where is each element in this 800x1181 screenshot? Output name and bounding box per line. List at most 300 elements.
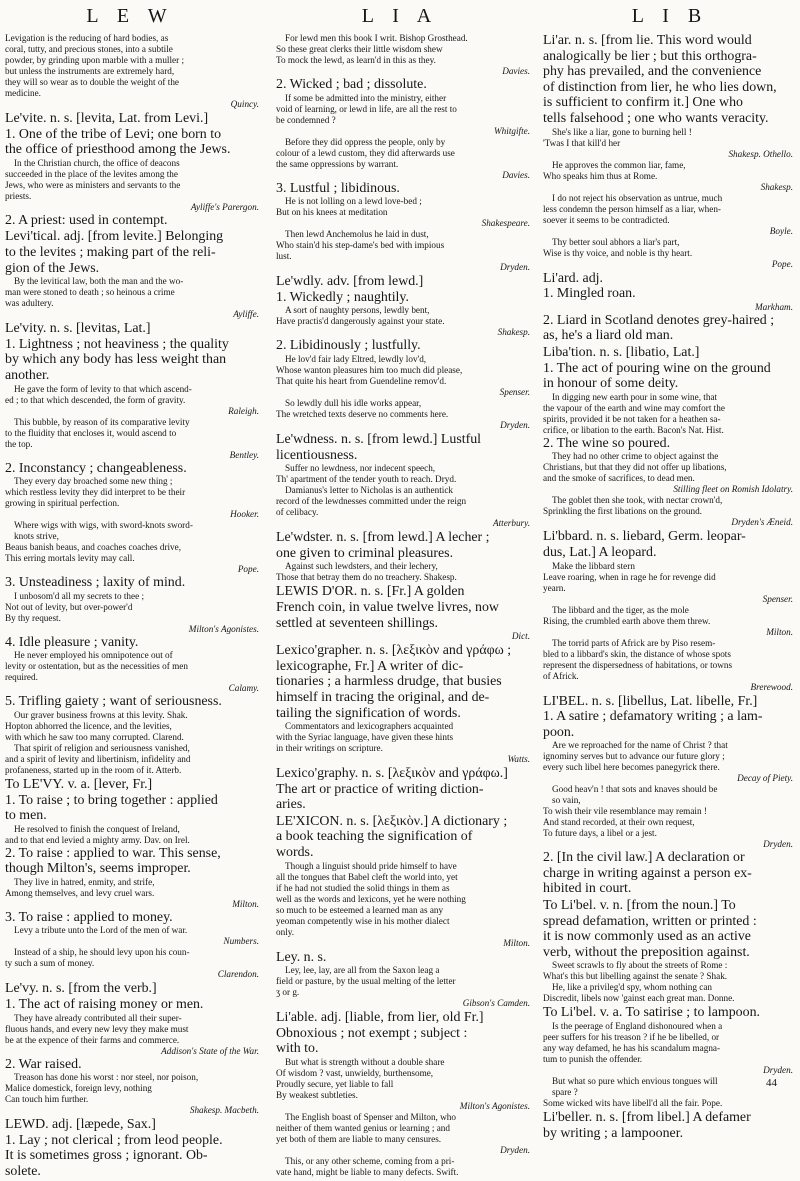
entry-definition-line: Levi'tical. adj. [from levite.] Belonging [5,229,224,245]
citation-source: Dryden. [500,419,530,430]
quotation-line: field or pasture, by the usual melting of the letter [276,976,456,987]
entry-definition-line: Le'wdly. adv. [from lewd.] [276,274,424,290]
entry-definition-line: Ley. n. s. [276,949,327,965]
quotation-line: This bubble, by reason of its comparative levity [14,416,190,427]
quotation-line: Good heav'n ! that sots and knaves should be [552,784,718,795]
quotation-line: This, or any other scheme, coming from a pri- [285,1156,455,1167]
citation-source: Shakesp. [497,327,530,338]
dictionary-entry [543,694,797,898]
entry-definition-line: another. [5,367,50,383]
quotation-line: yearn. [543,582,566,593]
entry-definition-line: settled at seventeen shillings. [276,615,439,631]
quotation-line: They every day broached some new thing ; [14,476,173,487]
entry-definition-line: in honour of some deity. [543,376,679,392]
entry-definition-line: 3. Lustful ; libidinous. [276,180,400,196]
quotation-line: Rising, the crumbled earth above them threw. [543,615,711,626]
quotation-line: medicine. [5,88,41,98]
quotation-line: The goblet then she took, with nectar crown'd, [552,495,723,506]
citation-source: Davies. [502,66,530,76]
quotation-line: ʒ or g. [276,987,300,998]
entry-definition-line: solete. [5,1164,41,1180]
citation-source: Spenser. [762,593,793,604]
citation-source: Dict. [511,631,530,642]
entry-definition-line: 1. Wickedly ; naughtily. [276,289,409,305]
entry-definition-line: to men. [5,808,47,824]
citation-source: Brerewood. [750,681,793,692]
entry-definition-line: Le'vity. n. s. [levitas, Lat.] [5,321,151,337]
entry-definition-line: words. [276,845,314,861]
running-head-right: L I B [631,5,709,27]
dictionary-entry [543,898,797,1004]
quotation-line: profaneness, started up in the room of it. Atterb. [5,764,182,775]
entry-definition-line: Lexico'grapher. n. s. [λεξικὸν and γράφω ; [276,643,512,659]
quotation-line: be at the expence of their farms and commerce. [5,1034,180,1045]
dictionary-entry [276,584,534,642]
entry-definition-line: hibited in court. [543,881,632,897]
entry-definition-line: 2. To raise : applied to war. This sense, [5,845,221,861]
quotation-line: but unless the instruments are extremely hard, [5,66,175,76]
column-right [543,33,797,1142]
entry-definition-line: It is sometimes gross ; ignorant. Ob- [5,1148,208,1164]
citation-source: Numbers. [223,936,259,947]
entry-definition-line: phy has prevailed, and the convenience [543,64,762,80]
entry-definition-line: Li'bbard. n. s. liebard, Germ. leopar- [543,529,746,545]
citation-source: Milton. [503,937,530,948]
quotation-line: Where wigs with wigs, with sword-knots sword- [14,520,193,531]
quotation-line: with the Syriac language, have given these hints [276,732,454,743]
dictionary-entry [276,1010,534,1178]
dictionary-entry [276,530,534,583]
citation-source: Spenser. [499,386,530,397]
quotation-line: ty such a sum of money. [5,958,95,969]
quotation-line: the same oppressions by warrant. [276,158,399,169]
entry-definition-line: 2. Libidinously ; lustfully. [276,338,421,354]
quotation-line: yeoman competently wise in his mother dialect [276,915,450,926]
quotation-line: Our graver business frowns at this levity. Shak. [14,709,188,720]
quotation-line: By the levitical law, both the man and the wo- [14,276,184,287]
quotation-line: What's this but libelling against the senate ? Shak. [543,971,728,982]
quotation-line: Christians, but that they did not offer up libations, [543,462,727,473]
quotation-line: the vapour of the earth and wine may comfort the [543,402,725,413]
dictionary-entry [543,33,797,270]
dictionary-entry [276,643,534,765]
citation-source: Decay of Piety. [737,773,793,784]
quotation-line: vate hand, might be liable to many defects. Swift. [276,1167,459,1178]
citation-source: Markham. [754,301,793,312]
entry-definition-line: Li'able. adj. [liable, from lier, old Fr.] [276,1010,484,1026]
entry-definition-line: by writing ; a lampooner. [543,1125,684,1141]
dictionary-entry [543,529,797,692]
citation-source: Clarendon. [217,969,259,980]
quotation-line: succeeded in the place of the levites among the [5,168,178,179]
entry-definition-line: Le'wdster. n. s. [from lewd.] A lecher ; [276,530,490,546]
quotation-line: He lov'd fair lady Eltred, lewdly lov'd, [285,353,427,364]
quotation-line: less condemn the person himself as a liar, when- [543,203,721,214]
citation-source: Milton's Agonistes. [459,1101,530,1112]
entry-definition-line: The art or practice of writing diction- [276,781,484,797]
quotation-line: any way defamed, he has his scandalum magna- [543,1043,721,1054]
quotation-line: In digging new earth pour in some wine, that [552,391,718,402]
quotation-line: To mock the lewd, as learn'd in this as they. [276,55,436,65]
quotation-line: man were stoned to death ; so heinous a crime [5,287,175,298]
entry-definition-line: licentiousness. [276,447,358,463]
quotation-line: Jews, who were as ministers and servants to the [5,179,181,190]
page-number: 44 [766,1077,777,1089]
quotation-line: the top. [5,438,33,449]
quotation-line: ignominy serves but to advance our future glory ; [543,751,725,762]
quotation-line: He is not lolling on a lewd love-bed ; [285,196,422,207]
citation-source: Calamy. [228,683,259,694]
quotation-line: In the Christian church, the office of deacons [14,157,180,168]
quotation-line: coral, tutty, and precious stones, into a subtile [5,44,173,54]
citation-source: Shakesp. [760,181,793,192]
dictionary-entry [5,1117,263,1179]
quotation-line: ed ; to that which descended, the form of gravity. [5,394,186,405]
quotation-line: Then lewd Anchemolus he laid in dust, [285,229,429,240]
quotation-line: yet both of them are liable to many censures. [276,1134,442,1145]
quotation-line: Among themselves, and levy cruel wars. [5,887,155,898]
citation-source: Addison's State of the War. [161,1045,259,1056]
quotation-line: Not out of levity, but over-power'd [5,601,133,612]
entry-definition-line: LI'BEL. n. s. [libellus, Lat. libelle, Fr.] [543,693,758,709]
entry-definition-line: analogically be lier ; but this orthogra- [543,48,757,64]
dictionary-entry [543,271,797,344]
quotation-line: priests. [5,190,32,201]
quotation-line: spirits, provided it be not taken for a heathen sa- [543,413,721,424]
citation-source: Pope. [771,258,793,269]
quotation-line: Malice domestick, foreign levy, nothing [5,1083,152,1094]
quotation-line: so vain, [552,795,581,806]
quotation-line: Beaus banish beaus, and coaches coaches drive, [5,542,182,553]
quotation-line: To wish their vile resemblance may remain ! [543,806,707,817]
quotation-line: He never employed his omnipotence out of [14,650,173,661]
running-heads [0,4,800,28]
entry-definition-line: 1. To raise ; to bring together : applied [5,792,218,808]
quotation-line: lust. [276,251,292,262]
quotation-line: The English boast of Spenser and Milton, who [285,1112,456,1123]
entry-definition-line: as, he's a liard old man. [543,328,674,344]
citation-source: Atterbury. [492,518,530,529]
quotation-line: crifice, or libation to the earth. Bacon's Nat. Hist. [543,424,724,435]
column-middle [276,33,534,1179]
entry-definition-line: 1. Lightness ; not heaviness ; the quality [5,336,229,352]
entry-definition-line: To Li'bel. v. n. [from the noun.] To [543,898,736,914]
citation-source: Dryden. [763,839,793,850]
quotation-line: peer suffers for his treason ? if he be libelled, or [543,1032,720,1043]
citation-source: Pope. [237,564,259,575]
entry-definition-line: himself in tracing the original, and de- [276,689,490,705]
entry-definition-line: 5. Trifling gaiety ; want of seriousness. [5,694,222,710]
entry-definition-line: with to. [276,1041,319,1057]
quotation-line: neither of them wanted genius or learning ; and [276,1123,450,1134]
entry-definition-line: Lexico'graphy. n. s. [λεξικὸν and γράφω.] [276,766,508,782]
quotation-line: was adultery. [5,298,54,309]
citation-source: Hooker. [230,509,259,520]
dictionary-entry [276,33,534,273]
entry-definition-line: 1. The act of pouring wine on the ground [543,360,771,376]
dictionary-entry [543,345,797,528]
quotation-line: That quite his heart from Guendeline remov'd. [276,375,447,386]
quotation-line: They had no other crime to object against the [552,451,719,462]
citation-source: Milton's Agonistes. [188,623,259,634]
quotation-line: Whose wanton pleasures him too much did please, [276,364,463,375]
entry-definition-line: 1. The act of raising money or men. [5,997,204,1013]
quotation-line: Ley, lee, lay, are all from the Saxon leag a [285,965,440,976]
citation-source: Milton. [232,898,259,909]
citation-source: Boyle. [769,225,793,236]
quotation-line: Who speaks him thus at Rome. [543,170,658,181]
citation-source: Dryden's Æneid. [731,517,793,528]
quotation-line: all the tongues that Babel cleft the world into, yet [276,871,458,882]
entry-definition-line: is sufficient to confirm it.] One who [543,95,743,111]
quotation-line: growing in spiritual perfection. [5,498,120,509]
quotation-line: He approves the common liar, fame, [552,159,686,170]
citation-source: Ayliffe's Parergon. [190,201,259,212]
entry-definition-line: charge in writing against a person ex- [543,865,752,881]
entry-definition-line: Li'ar. n. s. [from lie. This word would [543,33,752,48]
entry-definition-line: To LE'VY. v. a. [lever, Fr.] [5,776,153,792]
entry-definition-line: aries. [276,797,306,813]
citation-source: Dryden. [763,1065,793,1076]
quotation-line: He gave the form of levity to that which ascend- [14,383,192,394]
entry-definition-line: Liba'tion. n. s. [libatio, Lat.] [543,344,700,360]
entry-definition-line: 2. The wine so poured. [543,435,671,451]
dictionary-entry [276,766,534,813]
quotation-line: The libbard and the tiger, as the mole [552,604,689,615]
dictionary-entry [276,814,534,949]
quotation-line: be condemned ? [276,114,336,125]
citation-source: Quincy. [230,99,259,109]
dictionary-entry [5,777,263,981]
dictionary-entry [543,1110,797,1141]
quotation-line: They have already contributed all their super- [14,1012,182,1023]
entry-definition-line: 4. Idle pleasure ; vanity. [5,634,139,650]
entry-definition-line: Le'vy. n. s. [from the verb.] [5,981,157,997]
quotation-line: But on his knees at meditation [276,207,388,218]
entry-definition-line: a book teaching the signification of [276,829,473,845]
citation-source: Ayliffe. [233,309,259,320]
quotation-line: That spirit of religion and seriousness vanished, [14,742,190,753]
entry-definition-line: it is now commonly used as an active [543,929,751,945]
quotation-line: Thy better soul abhors a liar's part, [552,236,680,247]
entry-definition-line: gion of the Jews. [5,260,100,276]
quotation-line: so much to be esteemed a learned man as any [276,904,444,915]
entry-definition-line: lexicographe, Fr.] A writer of dic- [276,658,464,674]
quotation-line: By weakest subtleties. [276,1090,358,1101]
quotation-line: For lewd men this book I writ. Bishop Grosthead. [285,33,468,43]
entry-definition-line: 1. Lay ; not clerical ; from leod people. [5,1132,223,1148]
quotation-line: Who stain'd his step-dame's bed with impious [276,240,445,251]
citation-source: Shakespeare. [481,218,530,229]
quotation-line: I do not reject his observation as untrue, much [552,192,723,203]
quotation-line: powder, by grinding upon marble with a muller ; [5,55,185,65]
quotation-line: Instead of a ship, he should levy upon his coun- [14,947,190,958]
entry-definition-line: 2. Inconstancy ; changeableness. [5,460,187,476]
quotation-line: bled to a libbard's skin, the distance of whose spots [543,648,731,659]
quotation-line: Of wisdom ? vast, unwieldy, burthensome, [276,1068,434,1079]
entry-definition-line: LEWD. adj. [læpede, Sax.] [5,1117,156,1133]
dictionary-entry [5,111,263,228]
quotation-line: if he had not studied the solid things in them as [276,882,450,893]
running-head-center: L I A [361,5,439,27]
quotation-line: By thy request. [5,612,61,623]
quotation-line: Commentators and lexicographers acquainted [285,721,454,732]
quotation-line: But what so pure which envious tongues will [552,1076,718,1087]
entry-definition-line: poon. [543,724,575,740]
entry-definition-line: to the levites ; making part of the reli- [5,244,216,260]
citation-source: Raleigh. [228,405,259,416]
quotation-line: The torrid parts of Africk are by Piso resem- [552,637,716,648]
dictionary-entry [543,1005,797,1109]
entry-definition-line: one given to criminal pleasures. [276,545,454,561]
quotation-line: Leave roaring, when in rage he for revenge did [543,571,716,582]
citation-source: Watts. [507,754,530,765]
quotation-line: and the smoke of sacrifices, to dead men. [543,473,695,484]
dictionary-entry [5,229,263,320]
quotation-line: Are we reproached for the name of Christ ? that [552,740,728,751]
quotation-line: Can touch him further. [5,1094,89,1105]
entry-definition-line: by which any body has less weight than [5,352,227,368]
quotation-line: A sort of naughty persons, lewdly bent, [285,305,430,316]
entry-definition-line: 3. To raise : applied to money. [5,909,173,925]
quotation-line: represent the dispersedness of habitations, or towns [543,659,733,670]
citation-source: Shakesp. Macbeth. [189,1105,259,1116]
quotation-line: Hopton abhorred the licence, and the levities, [5,720,172,731]
entry-definition-line: 2. A priest: used in contempt. [5,212,168,228]
quotation-line: they will so wear as to double the weight of the [5,77,180,87]
quotation-line: Make the libbard stern [552,560,635,571]
quotation-line: Sprinkling the first libations on the ground. [543,506,702,517]
quotation-line: levity or ostentation, but as the necessities of men [5,661,188,672]
quotation-line: Discredit, libels now 'gainst each great man. Donne. [543,993,735,1004]
entry-definition-line: 2. [In the civil law.] A declaration or [543,850,745,866]
quotation-line: If some be admitted into the ministry, either [285,92,447,103]
entry-definition-line: To Li'bel. v. a. To satirise ; to lampoon. [543,1005,760,1021]
running-head-left: L E W [86,5,174,27]
column-left [5,33,263,1181]
citation-source: Stilling fleet on Romish Idolatry. [673,484,793,495]
quotation-line: Proudly secure, yet liable to fall [276,1079,394,1090]
entry-definition-line: French coin, in value twelve livres, now [276,599,499,615]
entry-definition-line: of distinction from lier, he who lies down, [543,79,777,95]
citation-source: Dryden. [500,262,530,273]
entry-definition-line: Obnoxious ; not exempt ; subject : [276,1025,468,1041]
quotation-line: fluous hands, and every new levy they make must [5,1023,189,1034]
dictionary-entry [276,274,534,431]
quotation-line: They live in hatred, enmity, and strife, [14,876,155,887]
quotation-line: Suffer no lewdness, nor indecent speech, [285,463,436,474]
quotation-line: tum to punish the offender. [543,1054,643,1065]
quotation-line: Those that betray them do no treachery. Shakesp. [276,572,457,583]
quotation-line: So lewdly dull his idle works appear, [285,397,422,408]
quotation-line: Is the peerage of England dishonoured when a [552,1021,723,1032]
entry-definition-line: Le'wdness. n. s. [from lewd.] Lustful [276,431,482,447]
quotation-line: Sweet scrawls to fly about the streets of Rome : [552,960,728,971]
quotation-line: I unbosom'd all my secrets to thee ; [14,590,144,601]
quotation-line: knots strive, [14,531,59,542]
quotation-line: and a spirit of levity and libertinism, infidelity and [5,753,191,764]
quotation-line: to the fluidity that encloses it, would ascend to [5,427,177,438]
entry-definition-line: Li'beller. n. s. [from libel.] A defamer [543,1110,751,1126]
quotation-line: well as the words and lexicons, yet he were nothing [276,893,466,904]
quotation-line: Have practis'd dangerously against your state. [276,316,445,327]
quotation-line: She's like a liar, gone to burning hell ! [552,126,692,137]
quotation-line: colour of a lewd custom, they did afterwards use [276,147,455,158]
quotation-line: Damianus's letter to Nicholas is an authentick [285,485,454,496]
entry-definition-line: 2. War raised. [5,1056,82,1072]
entry-definition-line: the office of priesthood among the Jews. [5,142,231,158]
citation-source: Shakesp. Othello. [728,148,793,159]
quotation-line: Though a linguist should pride himself to have [285,860,457,871]
quotation-line: Some wicked wits have libell'd all the fair. Pope. [543,1098,723,1109]
quotation-line: Treason has done his worst : nor steel, nor poison, [14,1072,199,1083]
entry-definition-line: 3. Unsteadiness ; laxity of mind. [5,575,186,591]
quotation-line: of celibacy. [276,507,319,518]
quotation-line: So these great clerks their little wisdom shew [276,44,443,54]
entry-definition-line: LEWIS D'OR. n. s. [Fr.] A golden [276,584,465,600]
quotation-line: spare ? [552,1087,578,1098]
quotation-line: To future days, a libel or a jest. [543,828,657,839]
quotation-line: which restless levity they did interpret to be their [5,487,186,498]
entry-definition-line: Le'vite. n. s. [levita, Lat. from Levi.] [5,111,209,126]
entry-definition-line: Li'ard. adj. [543,270,603,286]
entry-definition-line: tionaries ; a harmless drudge, that busies [276,674,502,690]
dictionary-entry [5,33,263,110]
quotation-line: 'Twas I that kill'd her [543,137,621,148]
quotation-line: The wretched texts deserve no comments here. [276,408,449,419]
dictionary-entry [276,950,534,1010]
quotation-line: He, like a privileg'd spy, whom nothing can [552,982,713,993]
quotation-line: Against such lewdsters, and their lechery, [285,561,438,572]
quotation-line: record of the lewdnesses committed under the reign [276,496,467,507]
entry-definition-line: 1. A satire ; defamatory writing ; a lam- [543,709,763,725]
entry-definition-line: 2. Wicked ; bad ; dissolute. [276,77,427,92]
citation-source: Dryden. [500,1145,530,1156]
entry-definition-line: 2. Liard in Scotland denotes grey-haired ; [543,312,775,328]
entry-definition-line: 1. One of the tribe of Levi; one born to [5,126,222,142]
quotation-line: void of learning, or lewd in life, are all the rest to [276,103,457,114]
entry-definition-line: tells falsehood ; one who wants veracity. [543,110,769,126]
entry-definition-line: 1. Mingled roan. [543,286,636,302]
quotation-line: Th' apartment of the tender youth to reach. Dryd. [276,474,457,485]
quotation-line: only. [276,926,295,937]
citation-source: Milton. [766,626,793,637]
quotation-line: every such libel here becomes panegyrick there. [543,762,720,773]
quotation-line: This erring mortals levity may call. [5,553,135,564]
dictionary-entry [5,981,263,1116]
quotation-line: soever it seems to be contradicted. [543,214,670,225]
entry-definition-line: spread defamation, written or printed : [543,913,757,929]
dictionary-entry [5,321,263,776]
quotation-line: with which he saw too many corrupted. Clarend. [5,731,184,742]
citation-source: Davies. [502,169,530,180]
citation-source: Whitgifte. [494,125,530,136]
quotation-line: of Africk. [543,670,579,681]
dictionary-entry [276,432,534,529]
citation-source: Bentley. [229,449,259,460]
quotation-line: required. [5,672,38,683]
entry-definition-line: though Milton's, seems improper. [5,861,191,877]
quotation-line: Before they did oppress the people, only by [285,136,446,147]
quotation-line: in their writings on scripture. [276,743,383,754]
quotation-line: But what is strength without a double share [285,1057,445,1068]
quotation-line: He resolved to finish the conquest of Ireland, [14,823,180,834]
quotation-line: And stand recorded, at their own request, [543,817,695,828]
quotation-line: Levigation is the reducing of hard bodies, as [5,33,169,43]
quotation-line: Wise is thy voice, and noble is thy heart. [543,247,693,258]
citation-source: Gibson's Camden. [462,998,530,1009]
entry-definition-line: LE'XICON. n. s. [λεξικὸν.] A dictionary ; [276,813,508,829]
